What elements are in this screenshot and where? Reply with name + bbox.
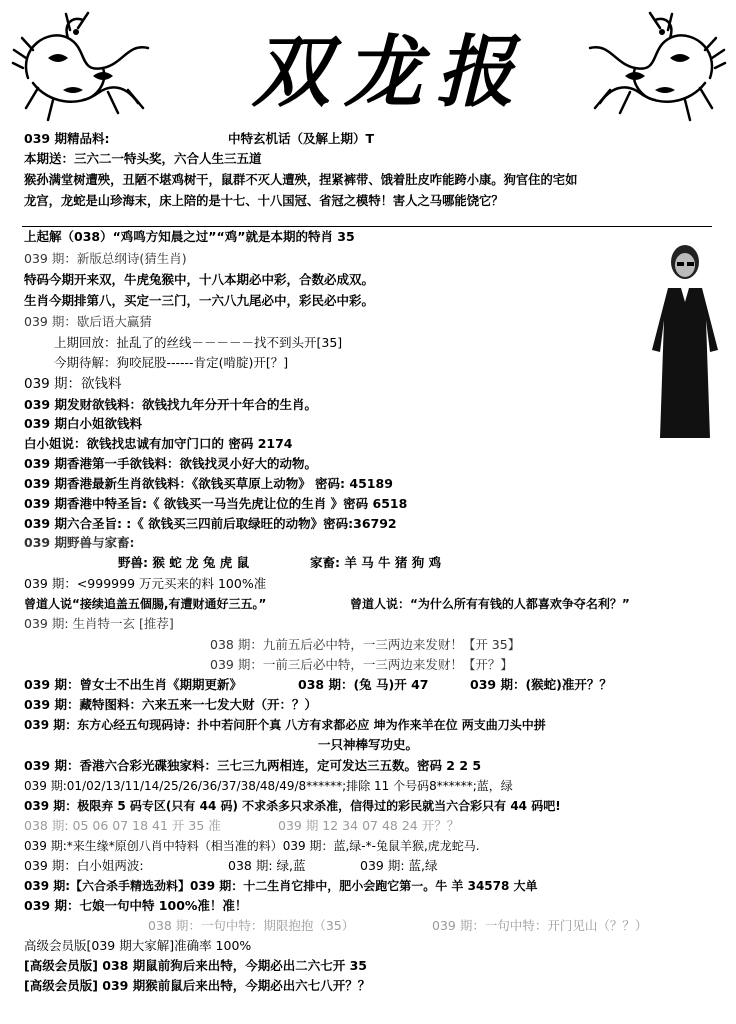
line-31-c: 039 期: 蓝,绿	[360, 858, 438, 873]
issue-label: 039 期精品料:	[24, 131, 110, 146]
line-15: 039 期野兽与家畜:	[24, 535, 135, 550]
issue-subtitle: 中特玄机话（及解上期）T	[228, 131, 375, 146]
line-32: 039 期:【六合杀手精选劲料】039 期：十二生肖它排中，肥小会跑它第一。牛 羊 34578 大单	[24, 879, 538, 893]
line-23: 039 期：藏特图料：六来五来一七发大财（开：？）	[24, 697, 317, 712]
line-16-domestic: 家畜: 羊 马 牛 猪 狗 鸡	[310, 555, 442, 570]
line-37: [高级会员版] 039 期猴前鼠后来出特，今期必出六七八开？？	[24, 978, 371, 993]
line-36: [高级会员版] 038 期鼠前狗后来出特，今期必出二六七开 35	[24, 958, 367, 973]
line-22-a: 039 期：曾女士不出生肖《期期更新》	[24, 677, 242, 692]
line-17: 039 期：<999999 万元买来的料 100%准	[24, 576, 267, 591]
line-21: 039 期：一前三后必中特，一三两边来发财！【开？】	[210, 657, 513, 672]
line-10: 白小姐说：欲钱找忠诚有加守门口的 密码 2174	[24, 436, 293, 451]
line-18-a: 曾道人说“接续追盖五個腸,有遭财通好三五。”	[24, 597, 267, 611]
line-26: 039 期：香港六合彩光碟独家料：三七三九两相连，定可发达三五数。密码 2 2 5	[24, 758, 482, 773]
line-12: 039 期香港最新生肖欲钱料：《欲钱买草原上动物》 密码: 45189	[24, 476, 393, 491]
line-30: 039 期:*来生缘*原创八肖中特料（相当准的料）039 期：蓝,绿-*-兔鼠羊猴,虎龙蛇马.	[24, 839, 480, 853]
riddle-paragraph-2: 龙宫，龙蛇是山珍海末，床上陪的是十七、十八国冠、省冠之模特！害人之马哪能饶它？	[24, 194, 504, 208]
line-29-a: 038 期: 05 06 07 18 41 开 35 准	[24, 818, 221, 833]
line-14: 039 期六合圣旨: :《 欲钱买三四前后取绿旺的动物》密码:36792	[24, 516, 397, 531]
dragon-right-icon	[580, 8, 730, 126]
line-09: 039 期白小姐欲钱料	[24, 416, 142, 431]
line-07: 039 期：欲钱料	[24, 376, 122, 392]
line-16-wild: 野兽: 猴 蛇 龙 兔 虎 鼠	[118, 555, 250, 570]
line-08: 039 期发财欲钱料：欲钱找九年分开十年合的生肖。	[24, 397, 317, 412]
line-34-b: 039 期：一句中特：开门见山（？？）	[432, 918, 648, 933]
line-19: 039 期: 生肖特一玄 [推荐]	[24, 616, 174, 631]
line-31-a: 039 期：白小姐两波:	[24, 858, 144, 873]
line-20: 038 期：九前五后必中特，一三两边来发财！【开 35】	[210, 637, 521, 652]
section-divider	[22, 226, 712, 227]
line-22-b: 038 期：(兔 马)开 47	[298, 677, 429, 692]
issue-gift-line: 本期送：三六二一特头奖，六合人生三五道	[24, 151, 262, 166]
dragon-left-icon	[8, 8, 158, 126]
line-35: 高级会员版[039 期大家解]准确率 100%	[24, 938, 252, 953]
line-13: 039 期香港中特圣旨:《 欲钱买一马当先虎让位的生肖 》密码 6518	[24, 496, 408, 511]
person-portrait-icon	[640, 240, 730, 440]
line-27: 039 期:01/02/13/11/14/25/26/36/37/38/48/49/8******;排除 11 个号码8******;蓝，绿	[24, 779, 513, 793]
masthead-title: 双龙报	[251, 27, 528, 118]
line-03: 生肖今期排第八，买定一三门，一六八九尾必中，彩民必中彩。	[24, 293, 375, 308]
line-31-b: 038 期: 绿,蓝	[228, 858, 306, 873]
line-18-b: 曾道人说：“为什么所有有钱的人都喜欢争夺名利？”	[350, 597, 630, 611]
line-24: 039 期：东方心经五句现码诗：扑中若问肝个真 八方有求都必应 坤为作来羊在位 两支曲刀头中拼	[24, 718, 546, 732]
line-02: 特码今期开来双，牛虎兔猴中，十八本期必中彩，合数必成双。	[24, 272, 375, 287]
line-29-b: 039 期 12 34 07 48 24 开？？	[278, 818, 460, 833]
line-28: 039 期：极限弃 5 码专区(只有 44 码) 不求杀多只求杀准，信得过的彩民就当六合彩只有 44 码吧!	[24, 799, 561, 813]
line-11: 039 期香港第一手欲钱料：欲钱找灵小好大的动物。	[24, 456, 317, 471]
line-01: 039 期：新版总纲诗(猜生肖)	[24, 251, 187, 266]
line-06: 今期待解：狗咬屁股------肯定(啃腚)开[？]	[54, 355, 289, 370]
previous-answer-line: 上起解（038）“鸡鸣方知晨之过”“鸡”就是本期的特肖 35	[24, 229, 355, 244]
line-33: 039 期：七娘一句中特 100%准！准！	[24, 898, 248, 913]
line-05: 上期回放：扯乱了的丝线－－－－－找不到头开[35]	[54, 335, 343, 350]
line-25: 一只神棒写功史。	[318, 737, 419, 752]
line-22-c: 039 期：(猴蛇)准开？？	[470, 677, 612, 692]
riddle-paragraph-1: 猴孙满堂树遭殃，丑陋不堪鸡树干，鼠群不灭人遭殃，捏紧裤带、饿着肚皮咋能跨小康。狗官住的宅如	[24, 173, 578, 187]
line-34-a: 038 期：一句中特：期限抱抱（35）	[148, 918, 355, 933]
line-04: 039 期：歇后语大赢猜	[24, 314, 152, 329]
